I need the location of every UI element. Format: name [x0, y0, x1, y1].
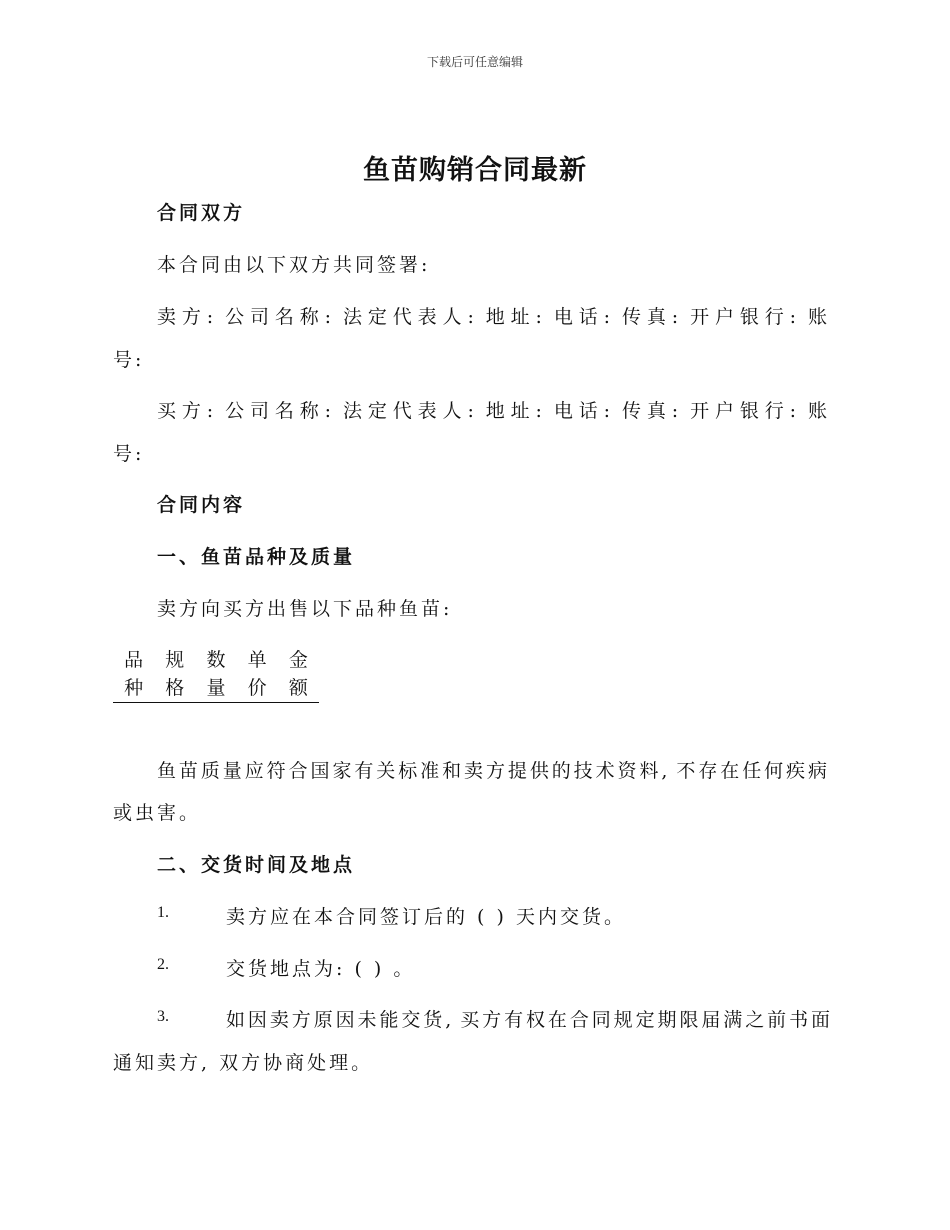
item-number: 1. [157, 904, 169, 921]
item-text: 如因卖方原因未能交货, 买方有权在合同规定期限届满之前书面 [226, 1009, 830, 1031]
fish-variety-heading: 一、鱼苗品种及质量 [157, 546, 356, 568]
buyer-line-1: 买方: 公司名称: 法定代表人: 地址: 电话: 传真: 开户银行: 账 [157, 400, 827, 422]
table-header-cell: 数 [206, 649, 226, 671]
item-number: 2. [157, 956, 169, 973]
table-header-cell: 金 [288, 649, 308, 671]
table-header-cell: 格 [165, 677, 185, 699]
item-text: 卖方应在本合同签订后的 ( ) 天内交货。 [226, 906, 626, 928]
parties-heading: 合同双方 [157, 202, 246, 224]
header-note: 下载后可任意编辑 [426, 55, 523, 69]
item-3-line-2: 通知卖方, 双方协商处理。 [113, 1052, 374, 1074]
table-header-cell: 单 [247, 649, 267, 671]
parties-intro: 本合同由以下双方共同签署: [157, 254, 431, 276]
quality-line-2: 或虫害。 [113, 802, 202, 824]
table-header-cell: 种 [124, 677, 144, 699]
table-header-cell: 品 [124, 649, 144, 671]
fish-variety-table [113, 646, 319, 703]
fish-variety-intro: 卖方向买方出售以下品种鱼苗: [157, 598, 453, 620]
table-header-row-top [113, 646, 319, 674]
item-number: 3. [157, 1008, 169, 1025]
seller-line-2: 号: [113, 349, 145, 371]
table-header-cell: 量 [206, 677, 226, 699]
table-header-cell: 额 [288, 677, 308, 699]
table-header-cell: 规 [165, 649, 185, 671]
item-text: 交货地点为: ( ) 。 [226, 958, 416, 980]
buyer-line-2: 号: [113, 443, 145, 465]
table-header-cell: 价 [247, 677, 267, 699]
table-header-row-bottom [113, 674, 319, 702]
seller-line-1: 卖方: 公司名称: 法定代表人: 地址: 电话: 传真: 开户银行: 账 [157, 306, 827, 328]
content-heading: 合同内容 [157, 494, 246, 516]
document-title: 鱼苗购销合同最新 [363, 155, 587, 186]
quality-line-1: 鱼苗质量应符合国家有关标准和卖方提供的技术资料, 不存在任何疾病 [157, 760, 827, 782]
delivery-heading: 二、交货时间及地点 [157, 854, 356, 876]
